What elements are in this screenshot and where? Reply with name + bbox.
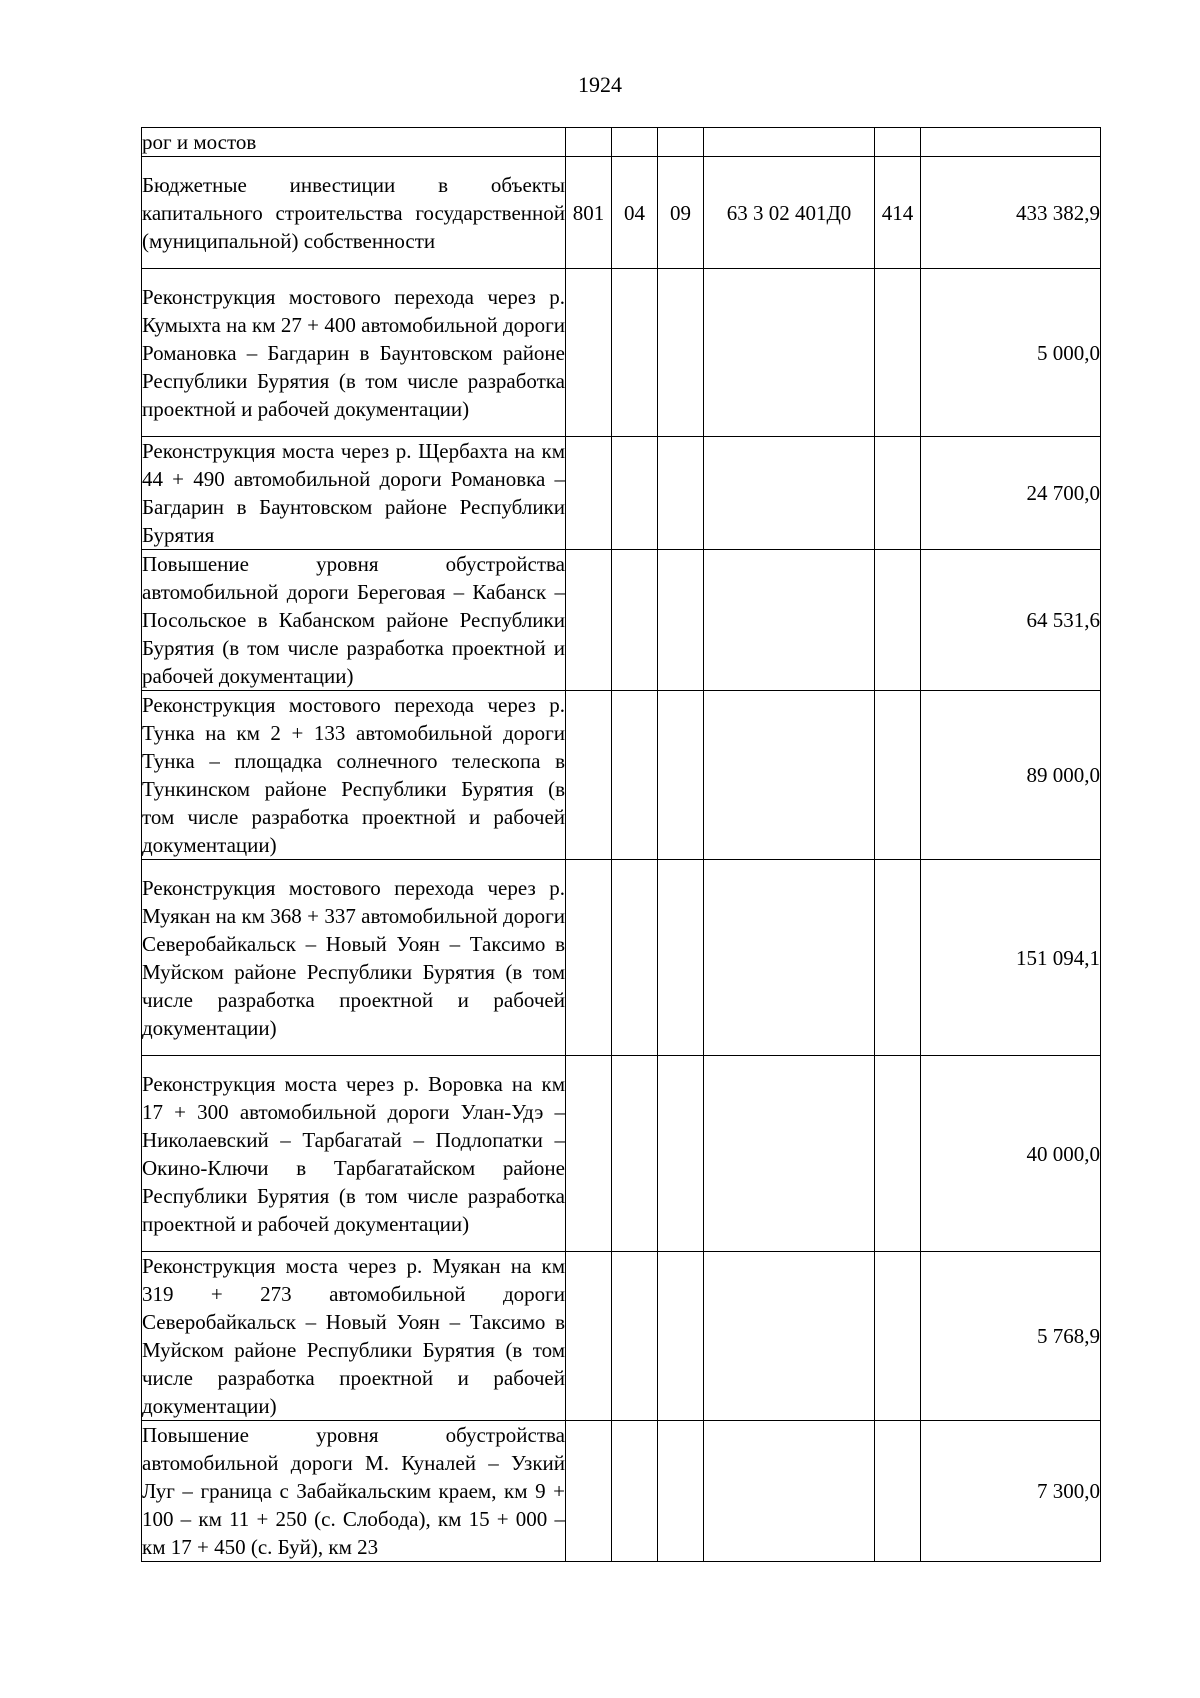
table-row bbox=[142, 860, 1101, 1056]
expense-type-code bbox=[875, 128, 921, 157]
target-article-code bbox=[704, 1421, 875, 1562]
ministry-code bbox=[566, 860, 612, 1056]
target-article-code bbox=[704, 550, 875, 691]
ministry-code bbox=[566, 437, 612, 550]
ministry-code: 801 bbox=[566, 157, 612, 269]
section-code bbox=[612, 437, 658, 550]
subsection-code bbox=[658, 1056, 704, 1252]
amount: 89 000,0 bbox=[921, 691, 1101, 860]
subsection-code bbox=[658, 860, 704, 1056]
table-row bbox=[142, 1421, 1101, 1562]
expense-type-code bbox=[875, 860, 921, 1056]
item-description: Реконструкция мостового перехода через р. Кумыхта на км 27 + 400 автомобильной дороги Романовка – Багдарин в Баунтовском районе Республики Бурятия (в том числе разработка проектной и рабочей документации) bbox=[142, 269, 566, 437]
subsection-code bbox=[658, 1252, 704, 1421]
ministry-code bbox=[566, 691, 612, 860]
table-row bbox=[142, 128, 1101, 157]
page-number: 1924 bbox=[578, 72, 622, 97]
subsection-code bbox=[658, 550, 704, 691]
amount: 24 700,0 bbox=[921, 437, 1101, 550]
section-code bbox=[612, 1421, 658, 1562]
item-description: Повышение уровня обустройства автомобильной дороги Береговая – Кабанск – Посольское в Кабанском районе Республики Бурятия (в том числе разработка проектной и рабочей документации) bbox=[142, 550, 566, 691]
ministry-code bbox=[566, 550, 612, 691]
subsection-code bbox=[658, 128, 704, 157]
section-code: 04 bbox=[612, 157, 658, 269]
target-article-code bbox=[704, 691, 875, 860]
section-code bbox=[612, 691, 658, 860]
target-article-code bbox=[704, 1252, 875, 1421]
item-description: Реконструкция мостового перехода через р. Муякан на км 368 + 337 автомобильной дороги Северобайкальск – Новый Уоян – Таксимо в Муйском районе Республики Бурятия (в том числе разработка проектной и рабочей документации) bbox=[142, 860, 566, 1056]
section-code bbox=[612, 269, 658, 437]
item-description: Реконструкция моста через р. Воровка на км 17 + 300 автомобильной дороги Улан-Удэ – Николаевский – Тарбагатай – Подлопатки – Окино-Ключи в Тарбагатайском районе Республики Бурятия (в том числе разработка проектной и рабочей документации) bbox=[142, 1056, 566, 1252]
table-row bbox=[142, 1056, 1101, 1252]
budget-table bbox=[141, 127, 1101, 1562]
expense-type-code bbox=[875, 1421, 921, 1562]
table-row bbox=[142, 157, 1101, 269]
subsection-code bbox=[658, 437, 704, 550]
expense-type-code bbox=[875, 691, 921, 860]
section-code bbox=[612, 1252, 658, 1421]
amount: 7 300,0 bbox=[921, 1421, 1101, 1562]
expense-type-code bbox=[875, 1056, 921, 1252]
table-row bbox=[142, 550, 1101, 691]
subsection-code: 09 bbox=[658, 157, 704, 269]
amount bbox=[921, 128, 1101, 157]
amount: 64 531,6 bbox=[921, 550, 1101, 691]
amount: 151 094,1 bbox=[921, 860, 1101, 1056]
subsection-code bbox=[658, 1421, 704, 1562]
ministry-code bbox=[566, 128, 612, 157]
expense-type-code bbox=[875, 550, 921, 691]
amount: 433 382,9 bbox=[921, 157, 1101, 269]
section-code bbox=[612, 860, 658, 1056]
ministry-code bbox=[566, 269, 612, 437]
expense-type-code bbox=[875, 1252, 921, 1421]
table-row bbox=[142, 691, 1101, 860]
table-row bbox=[142, 437, 1101, 550]
amount: 5 768,9 bbox=[921, 1252, 1101, 1421]
target-article-code bbox=[704, 437, 875, 550]
amount: 5 000,0 bbox=[921, 269, 1101, 437]
item-description: Реконструкция мостового перехода через р. Тунка на км 2 + 133 автомобильной дороги Тунка – площадка солнечного телескопа в Тункинском районе Республики Бурятия (в том числе разработка проектной и рабочей документации) bbox=[142, 691, 566, 860]
target-article-code bbox=[704, 860, 875, 1056]
item-description: Реконструкция моста через р. Муякан на км 319 + 273 автомобильной дороги Северобайкальск – Новый Уоян – Таксимо в Муйском районе Республики Бурятия (в том числе разработка проектной и рабочей документации) bbox=[142, 1252, 566, 1421]
ministry-code bbox=[566, 1252, 612, 1421]
target-article-code bbox=[704, 1056, 875, 1252]
subsection-code bbox=[658, 269, 704, 437]
section-code bbox=[612, 550, 658, 691]
target-article-code: 63 3 02 401Д0 bbox=[704, 157, 875, 269]
item-description: Реконструкция моста через р. Щербахта на км 44 + 490 автомобильной дороги Романовка – Багдарин в Баунтовском районе Республики Бурятия bbox=[142, 437, 566, 550]
target-article-code bbox=[704, 269, 875, 437]
item-description: Повышение уровня обустройства автомобильной дороги М. Куналей – Узкий Луг – граница с Забайкальским краем, км 9 + 100 – км 11 + 250 (с. Слобода), км 15 + 000 – км 17 + 450 (с. Буй), км 23 bbox=[142, 1421, 566, 1562]
section-code bbox=[612, 128, 658, 157]
item-description: рог и мостов bbox=[142, 128, 566, 157]
ministry-code bbox=[566, 1421, 612, 1562]
table-row bbox=[142, 1252, 1101, 1421]
expense-type-code bbox=[875, 269, 921, 437]
subsection-code bbox=[658, 691, 704, 860]
section-code bbox=[612, 1056, 658, 1252]
expense-type-code bbox=[875, 437, 921, 550]
expense-type-code: 414 bbox=[875, 157, 921, 269]
target-article-code bbox=[704, 128, 875, 157]
ministry-code bbox=[566, 1056, 612, 1252]
table-row bbox=[142, 269, 1101, 437]
amount: 40 000,0 bbox=[921, 1056, 1101, 1252]
item-description: Бюджетные инвестиции в объекты капитального строительства государственной (муниципальной) собственности bbox=[142, 157, 566, 269]
